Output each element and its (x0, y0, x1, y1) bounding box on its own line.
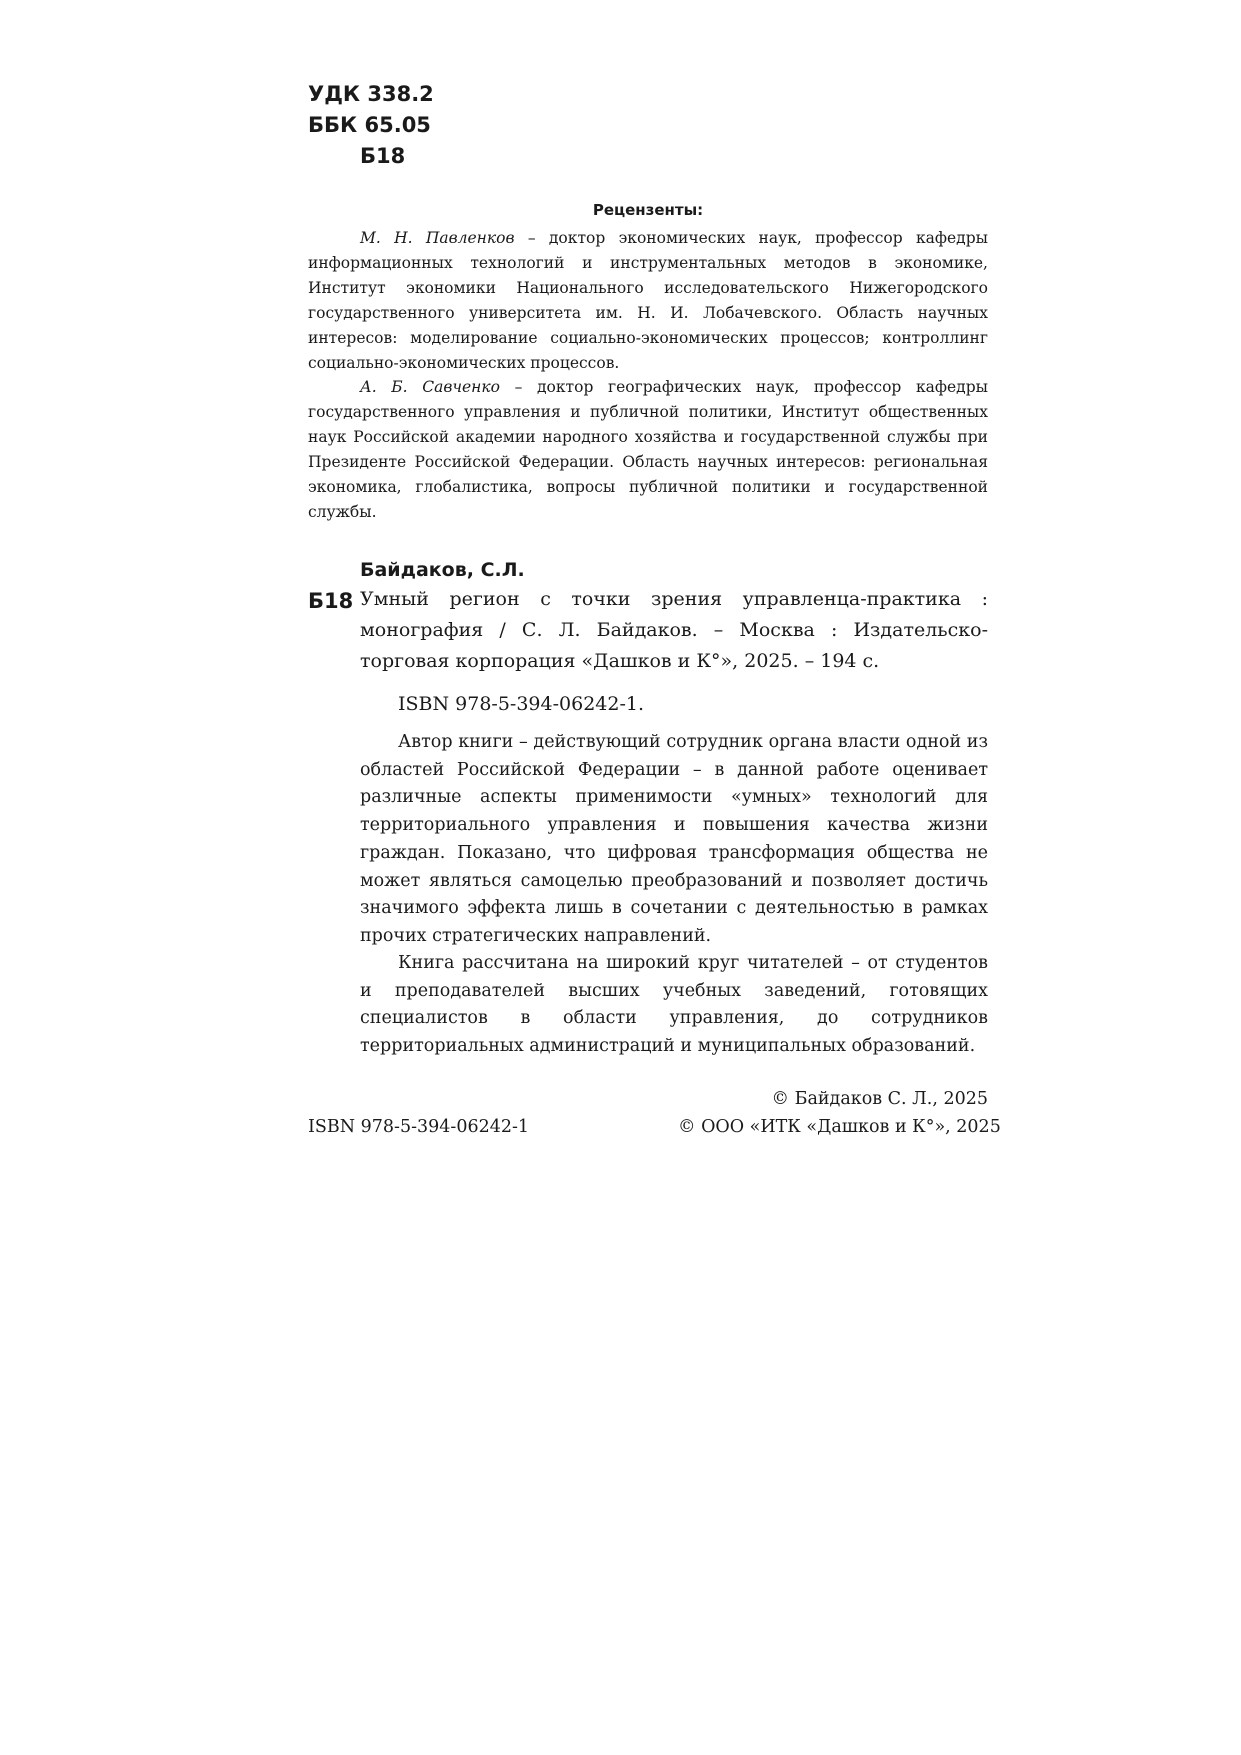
footer-isbn: ISBN 978-5-394-06242-1 (308, 1117, 530, 1137)
annotation-paragraph-2: Книга рассчитана на широкий круг читателей – от студентов и преподавателей высших учебных заведений, готовящих специалистов в области управления, до сотрудников территориальных администраций и муниципальных образований. (360, 953, 988, 1057)
reviewer-1-name: М. Н. Павленков (360, 229, 515, 247)
record-isbn: ISBN 978-5-394-06242-1. (398, 693, 645, 715)
copyright-author: © Байдаков С. Л., 2025 (771, 1089, 988, 1109)
reviewer-1-text: – доктор экономических наук, профессор кафедры информационных технологий и инструментальных методов в экономике, Институт экономики Национального исследовательского Нижегородского государственного университета им. Н. И. Лобачевского. Область научных интересов: моделирование социально-экономических процессов; контроллинг социально-экономических процессов. (308, 229, 988, 372)
reviewer-1 (308, 226, 988, 376)
reviewer-2-name: А. Б. Савченко (360, 378, 500, 396)
reviewer-2-text: – доктор географических наук, профессор кафедры государственного управления и публичной политики, Институт общественных наук Российской академии народного хозяйства и государственной службы при Президенте Российской Федерации. Область научных интересов: региональная экономика, глобалистика, вопросы публичной политики и государственной службы. (308, 378, 988, 521)
copyright-publisher: © ООО «ИТК «Дашков и К°», 2025 (678, 1117, 1001, 1137)
bbk-code: ББК 65.05 (308, 113, 431, 137)
record-code: Б18 (308, 589, 354, 613)
record-description: Умный регион с точки зрения управленца-практика : монография / С. Л. Байдаков. – Москва : Издательско-торговая корпорация «Дашков и К°», 2025. – 194 с. (360, 588, 988, 672)
udk-code: УДК 338.2 (308, 82, 434, 106)
copyright-block (678, 1085, 1001, 1141)
author-mark: Б18 (360, 144, 406, 168)
reviewers-heading: Рецензенты: (592, 201, 704, 219)
reviewer-2 (308, 375, 988, 525)
annotation-paragraph-1: Автор книги – действующий сотрудник органа власти одной из областей Российской Федерации – в данной работе оценивает различные аспекты применимости «умных» технологий для территориального управления и повышения качества жизни граждан. Показано, что цифровая трансформация общества не может являться самоцелью преобразований и позволяет достичь значимого эффекта лишь в сочетании с деятельностью в рамках прочих стратегических направлений. (360, 732, 988, 946)
record-author: Байдаков, С.Л. (360, 559, 525, 581)
